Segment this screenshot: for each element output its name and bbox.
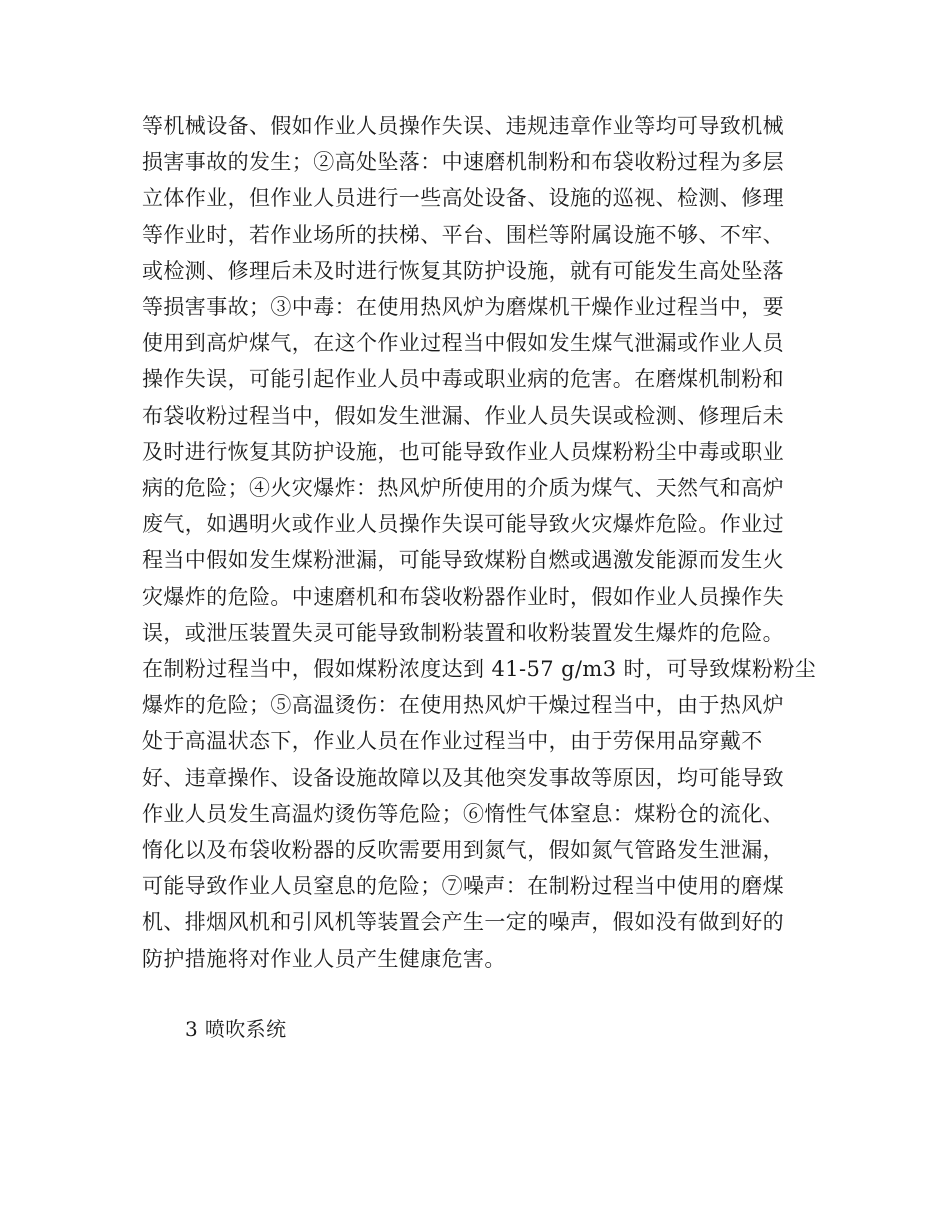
text-line: 在制粉过程当中，假如煤粉浓度达到 41-57 g/m3 时，可导致煤粉粉尘: [142, 657, 817, 682]
text-line: 病的危险；④火灾爆炸：热风炉所使用的介质为煤气、天然气和高炉: [142, 476, 784, 501]
text-line: 作业人员发生高温灼烫伤等危险；⑥惰性气体窒息：煤粉仓的流化、: [142, 801, 784, 826]
body-paragraph: [142, 108, 822, 977]
text-line: 爆炸的危险；⑤高温烫伤：在使用热风炉干燥过程当中，由于热风炉: [142, 693, 784, 718]
text-line: 灾爆炸的危险。中速磨机和布袋收粉器作业时，假如作业人员操作失: [142, 584, 784, 609]
text-line: 立体作业，但作业人员进行一些高处设备、设施的巡视、检测、修理: [142, 186, 784, 211]
text-line: 好、违章操作、设备设施故障以及其他突发事故等原因，均可能导致: [142, 765, 784, 790]
text-line: 使用到高炉煤气，在这个作业过程当中假如发生煤气泄漏或作业人员: [142, 331, 784, 356]
text-line: 布袋收粉过程当中，假如发生泄漏、作业人员失误或检测、修理后未: [142, 403, 784, 428]
text-line: 操作失误，可能引起作业人员中毒或职业病的危害。在磨煤机制粉和: [142, 367, 784, 392]
text-line: 损害事故的发生；②高处坠落：中速磨机制粉和布袋收粉过程为多层: [142, 150, 784, 175]
text-line: 程当中假如发生煤粉泄漏，可能导致煤粉自燃或遇激发能源而发生火: [142, 548, 784, 573]
text-line: 废气，如遇明火或作业人员操作失误可能导致火灾爆炸危险。作业过: [142, 512, 784, 537]
text-line: 等机械设备、假如作业人员操作失误、违规违章作业等均可导致机械: [142, 114, 784, 138]
text-line: 及时进行恢复其防护设施，也可能导致作业人员煤粉粉尘中毒或职业: [142, 439, 784, 464]
text-line: 误，或泄压装置失灵可能导致制粉装置和收粉装置发生爆炸的危险。: [142, 620, 784, 645]
text-line: 等损害事故；③中毒：在使用热风炉为磨煤机干燥作业过程当中，要: [142, 295, 784, 320]
text-line: 可能导致作业人员窒息的危险；⑦噪声：在制粉过程当中使用的磨煤: [142, 874, 784, 899]
text-line: 机、排烟风机和引风机等装置会产生一定的噪声，假如没有做到好的: [142, 910, 784, 935]
text-line: 等作业时，若作业场所的扶梯、平台、围栏等附属设施不够、不牢、: [142, 222, 784, 247]
text-line: 防护措施将对作业人员产生健康危害。: [142, 946, 506, 971]
text-line: 处于高温状态下，作业人员在作业过程当中，由于劳保用品穿戴不: [142, 729, 763, 754]
section-heading: 3 喷吹系统: [185, 1017, 287, 1041]
text-line: 或检测、修理后未及时进行恢复其防护设施，就有可能发生高处坠落: [142, 258, 784, 283]
text-line: 惰化以及布袋收粉器的反吹需要用到氮气，假如氮气管路发生泄漏，: [142, 838, 784, 863]
